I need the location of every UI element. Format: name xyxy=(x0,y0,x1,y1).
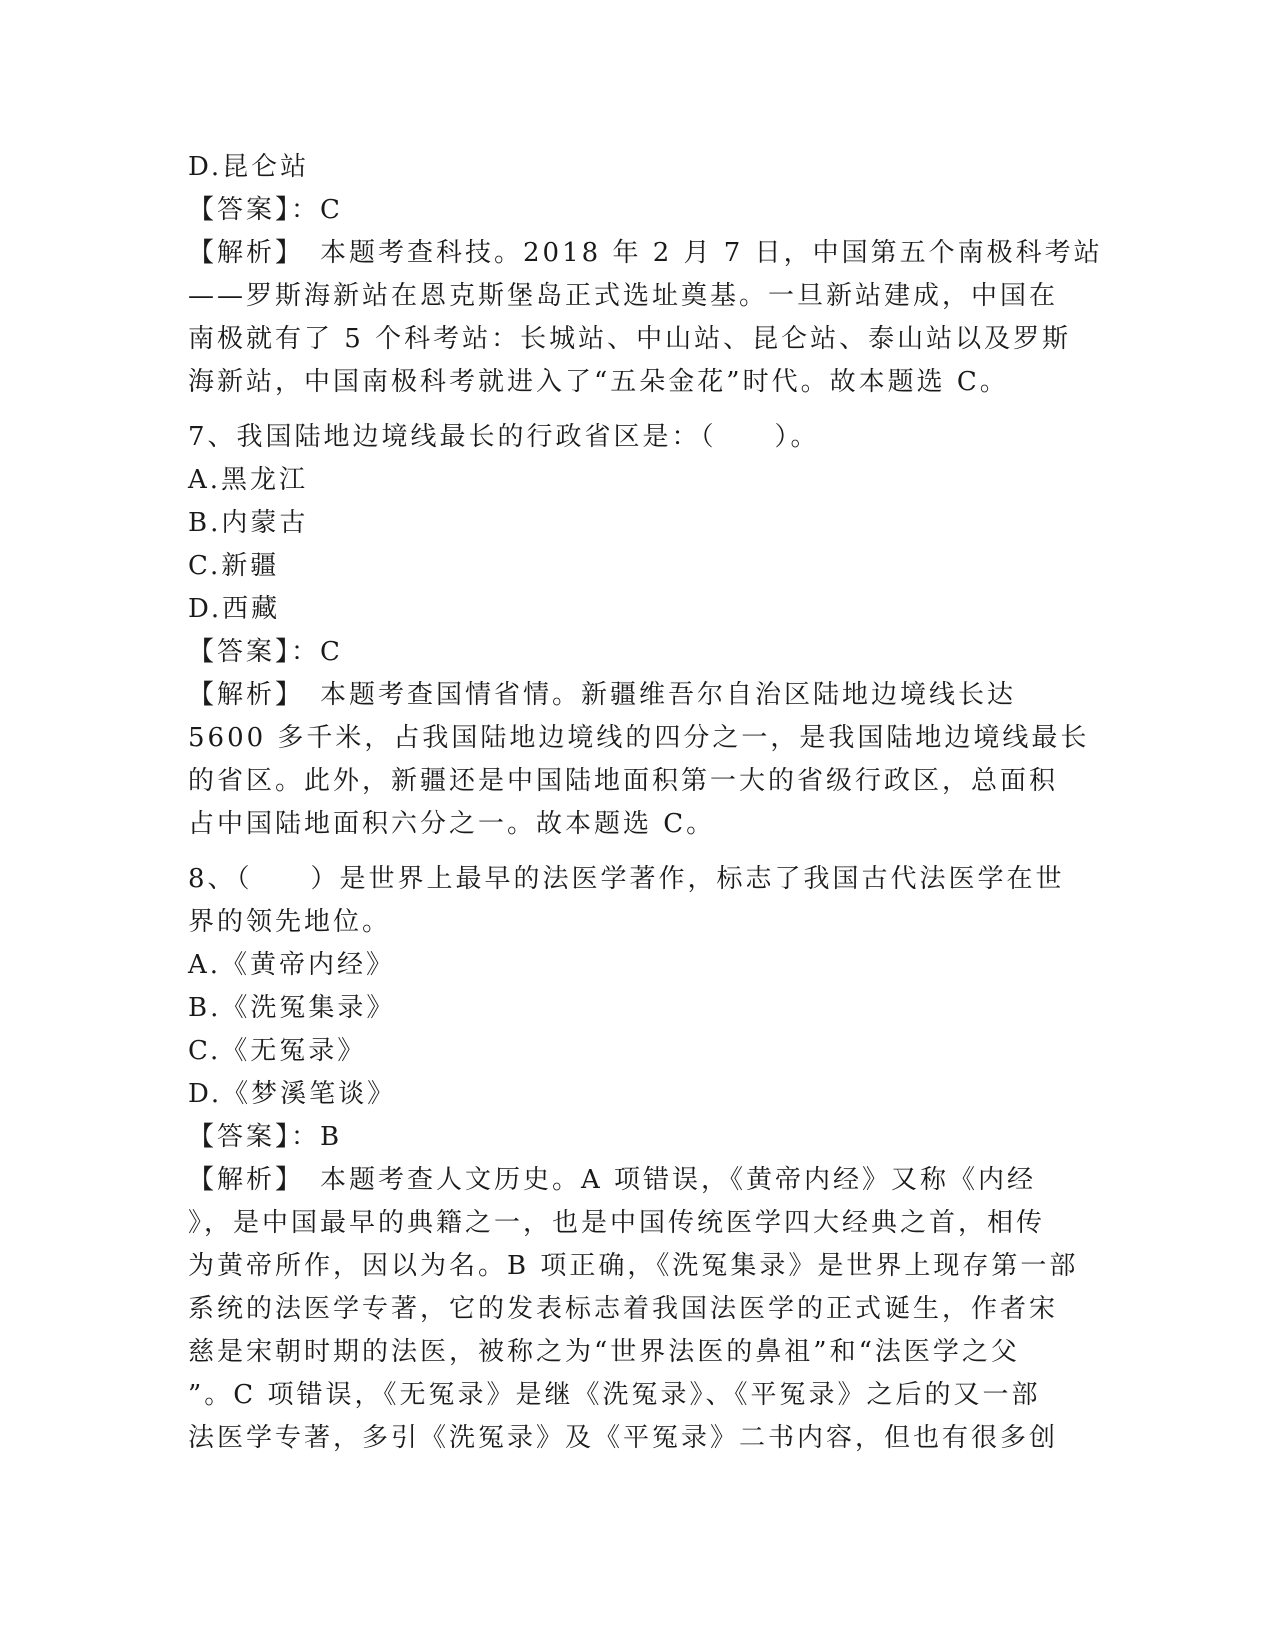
answer-tag: 【答案】 xyxy=(188,1122,292,1152)
answer-tag: 【答案】 xyxy=(188,637,292,667)
q8-analysis-line-3: 为黄帝所作，因以为名。B 项正确，《洗冤集录》是世界上现存第一部 xyxy=(188,1251,1079,1281)
analysis-text: 本题考查科技。2018 年 2 月 7 日，中国第五个南极科考站 xyxy=(291,238,1103,268)
q8-analysis-line-6: ”。C 项错误，《无冤录》是继《洗冤录》、《平冤录》之后的又一部 xyxy=(188,1380,1041,1410)
q7-answer-line xyxy=(188,631,1068,674)
q7-option-d: D.西藏 xyxy=(188,594,281,624)
analysis-text: 本题考查国情省情。新疆维吾尔自治区陆地边境线长达 xyxy=(291,680,1017,710)
q6-analysis-line-3: 南极就有了 5 个科考站：长城站、中山站、昆仑站、泰山站以及罗斯 xyxy=(188,324,1072,354)
answer-value: ：B xyxy=(291,1122,343,1152)
document-page xyxy=(188,146,1103,1460)
answer-value: ：C xyxy=(291,637,343,667)
answer-tag: 【答案】 xyxy=(188,195,292,225)
q8-analysis-line-4: 系统的法医学专著，它的发表标志着我国法医学的正式诞生，作者宋 xyxy=(188,1294,1059,1324)
q6-analysis-line-4: 海新站，中国南极科考就进入了“五朵金花”时代。故本题选 C。 xyxy=(188,367,1009,397)
analysis-tag: 【解析】 xyxy=(188,680,292,710)
q7-option-c: C.新疆 xyxy=(188,551,280,581)
q6-option-d: D.昆仑站 xyxy=(188,152,310,182)
q7-analysis-line-2: 5600 多千米，占我国陆地边境线的四分之一，是我国陆地边境线最长 xyxy=(188,723,1090,753)
q8-option-a: A.《黄帝内经》 xyxy=(188,950,396,980)
q7-option-b: B.内蒙古 xyxy=(188,508,309,538)
analysis-tag: 【解析】 xyxy=(188,1165,292,1195)
answer-value: ：C xyxy=(291,195,343,225)
q7-analysis-line-4: 占中国陆地面积六分之一。故本题选 C。 xyxy=(188,809,716,839)
q8-option-d: D.《梦溪笔谈》 xyxy=(188,1079,397,1109)
q8-analysis-line-7: 法医学专著，多引《洗冤录》及《平冤录》二书内容，但也有很多创 xyxy=(188,1423,1059,1453)
q6-answer-line xyxy=(188,189,1068,232)
q6-analysis-line-2: ——罗斯海新站在恩克斯堡岛正式选址奠基。一旦新站建成，中国在 xyxy=(188,281,1059,311)
q7-question: 7、我国陆地边境线最长的行政省区是：（ ）。 xyxy=(188,422,820,452)
q7-analysis-line-1 xyxy=(188,674,1068,717)
q8-option-c: C.《无冤录》 xyxy=(188,1036,367,1066)
q8-answer-line xyxy=(188,1116,1068,1159)
q8-analysis-line-5: 慈是宋朝时期的法医，被称之为“世界法医的鼻祖”和“法医学之父 xyxy=(188,1337,1020,1367)
analysis-tag: 【解析】 xyxy=(188,238,292,268)
q8-analysis-line-2: 》，是中国最早的典籍之一，也是中国传统医学四大经典之首，相传 xyxy=(188,1208,1046,1238)
q8-question-line-2: 界的领先地位。 xyxy=(188,907,392,937)
q7-option-a: A.黑龙江 xyxy=(188,465,309,495)
q7-analysis-line-3: 的省区。此外，新疆还是中国陆地面积第一大的省级行政区，总面积 xyxy=(188,766,1059,796)
q6-analysis-line-1 xyxy=(188,232,1103,275)
q8-analysis-line-1 xyxy=(188,1159,1068,1202)
q8-option-b: B.《洗冤集录》 xyxy=(188,993,396,1023)
analysis-text: 本题考查人文历史。A 项错误，《黄帝内经》又称《内经 xyxy=(291,1165,1037,1195)
q8-question-line-1: 8、（ ）是世界上最早的法医学著作，标志了我国古代法医学在世 xyxy=(188,864,1065,894)
